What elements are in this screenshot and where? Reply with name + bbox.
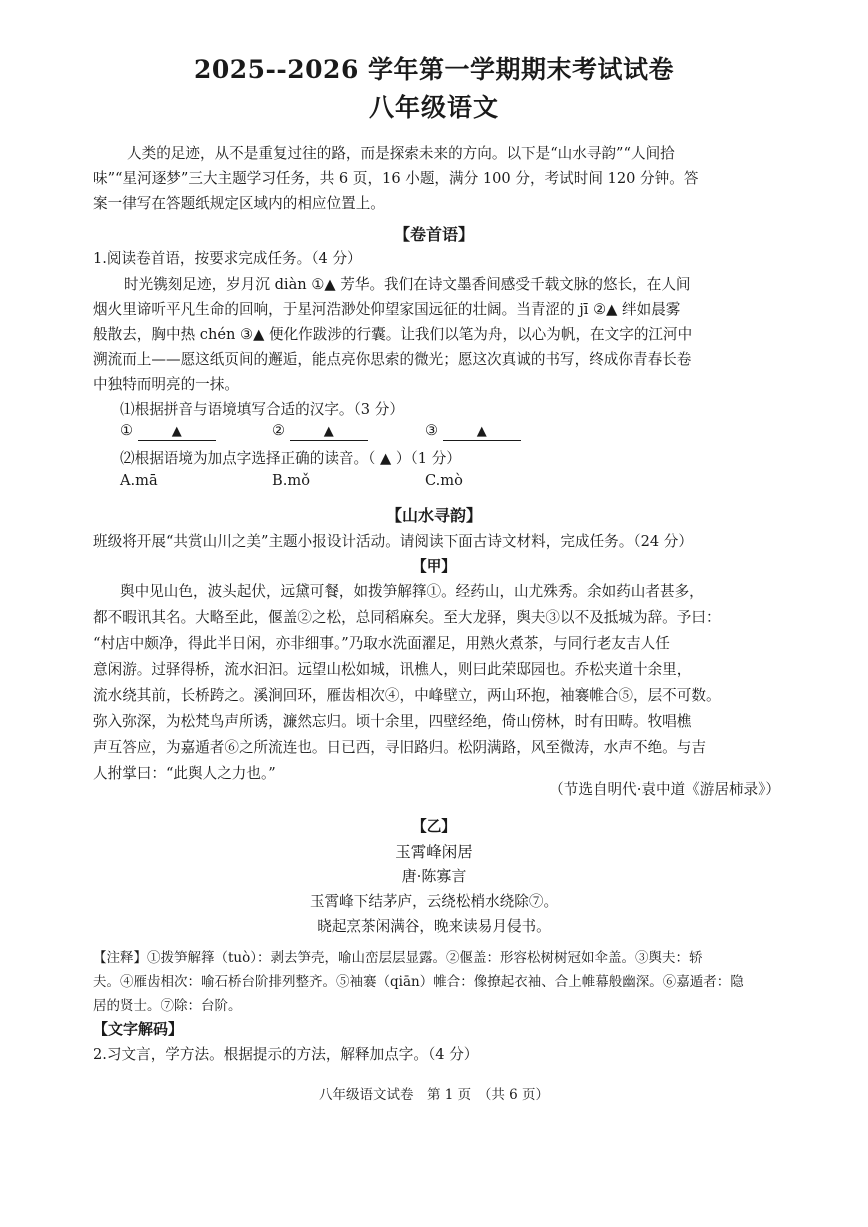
jia-line-8: 人拊掌曰：“此舆人之力也。” [93, 765, 276, 782]
answer-blank-3 [425, 422, 521, 441]
jia-line-1: 舆中见山色，波头起伏，远黛可餐，如拨笋解箨①。经药山，山尤殊秀。余如药山者甚多， [120, 583, 704, 600]
option-b: B.mǒ [272, 472, 310, 489]
poem-author: 唐·陈寡言 [401, 867, 467, 885]
preface-line-5: 中独特而明亮的一抹。 [93, 376, 239, 393]
preface-line-1: 时光镌刻足迹，岁月沉 diàn ①▲ 芳华。我们在诗文墨香间感受千载文脉的悠长，在人间 [124, 276, 691, 293]
triangle-icon: ▲ [476, 424, 487, 439]
jia-line-6: 弥入弥深，为松梵鸟声所诱，濂然忘归。顷十余里，四壁经绝，倚山傍林，时有田畴。牧唱樵 [93, 713, 692, 730]
jia-line-7: 声互答应，为嘉遁者⑥之所流连也。日已西，寻旧路归。松阴满路，风至微涛，水声不绝。与吉 [93, 739, 706, 756]
blank-number-2: ② [272, 422, 286, 439]
answer-blank-1 [120, 422, 216, 441]
text-label-jia: 【甲】 [412, 558, 456, 575]
annotation-line-3: 居的贤士。⑦除：台阶。 [93, 998, 242, 1014]
question-1-title: 1.阅读卷首语，按要求完成任务。（4 分） [93, 250, 362, 267]
annotation-line-2: 夫。④雁齿相次：喻石桥台阶排列整齐。⑤袖褰（qiān）帷合：像撩起衣袖、合上帷幕般幽深。⑥嘉遁者：隐 [93, 974, 744, 990]
section-heading-juanshou: 【卷首语】 [393, 225, 474, 244]
poem-line-1: 玉霄峰下结茅庐，云绕松梢水绕除⑦。 [309, 893, 559, 910]
section-heading-jiema: 【文字解码】 [93, 1020, 184, 1038]
intro-line-2: 味”“星河逐梦”三大主题学习任务，共 6 页，16 小题，满分 100 分，考试时间 120 分钟。答 [93, 170, 699, 187]
blank-line-3 [443, 422, 521, 441]
blank-number-1: ① [120, 422, 134, 439]
exam-title: 2025--2026 学年第一学期期末考试试卷 [193, 55, 675, 84]
option-a: A.mā [120, 472, 158, 489]
answer-blank-2 [272, 422, 368, 441]
section-heading-shanshui: 【山水寻韵】 [385, 506, 482, 525]
poem-line-2: 晓起烹茶闲满谷，晚来读易月侵书。 [317, 918, 551, 935]
task-description: 班级将开展“共赏山川之美”主题小报设计活动。请阅读下面古诗文材料，完成任务。（24 分） [93, 533, 693, 550]
text-label-yi: 【乙】 [412, 818, 456, 835]
triangle-icon: ▲ [323, 424, 334, 439]
subquestion-2: ⑵根据语境为加点字选择正确的读音。（ ▲ ）（1 分） [120, 450, 461, 467]
annotation-line-1: 【注释】①拨笋解箨（tuò）：剥去笋壳，喻山峦层层显露。②偃盖：形容松树树冠如伞盖。③舆夫：轿 [93, 950, 703, 966]
jia-line-2: 都不暇讯其名。大略至此，偃盖②之松，总同稻麻矣。至大龙驿，舆夫③以不及抵城为辞。予曰： [93, 609, 721, 626]
jia-line-3: “村店中颇净，得此半日闲，亦非细事。”乃取水洗面濯足，用熟火煮茶，与同行老友吉人任 [93, 635, 670, 652]
preface-line-4: 溯流而上——愿这纸页间的邂逅，能点亮你思索的微光；愿这次真诚的书写，终成你青春长卷 [93, 351, 692, 368]
blank-number-3: ③ [425, 422, 439, 439]
question-2-title: 2.习文言，学方法。根据提示的方法，解释加点字。（4 分） [93, 1046, 479, 1063]
preface-line-2: 烟火里谛听平凡生命的回响，于星河浩渺处仰望家国远征的壮阔。当青涩的 jī ②▲ 绊如晨雾 [93, 301, 681, 318]
page-footer: 八年级语文试卷 第 1 页 （共 6 页） [318, 1087, 550, 1103]
option-c: C.mò [425, 472, 463, 489]
triangle-icon: ▲ [171, 424, 182, 439]
preface-line-3: 般散去，胸中热 chén ③▲ 便化作跋涉的行囊。让我们以笔为舟，以心为帆，在文字的江河中 [93, 326, 693, 343]
intro-line-1: 人类的足迹，从不是重复过往的路，而是探索未来的方向。以下是“山水寻韵”“人间拾 [127, 145, 675, 162]
intro-line-3: 案一律写在答题纸规定区域内的相应位置上。 [93, 195, 385, 212]
jia-line-5: 流水绕其前，长桥跨之。溪涧回环，雁齿相次④，中峰壁立，两山环抱，袖褰帷合⑤，层不可数。 [93, 687, 721, 704]
subquestion-1: ⑴根据拼音与语境填写合适的汉字。（3 分） [120, 401, 404, 418]
jia-line-4: 意闲游。过驿得桥，流水汩汩。远望山松如城，讯樵人，则曰此荣邸园也。乔松夹道十余里， [93, 661, 692, 678]
blank-line-1 [138, 422, 216, 441]
blank-line-2 [290, 422, 368, 441]
exam-subject: 八年级语文 [368, 93, 499, 122]
jia-source: （节选自明代·袁中道《游居柿录》） [549, 781, 780, 798]
poem-title: 玉霄峰闲居 [395, 843, 473, 861]
